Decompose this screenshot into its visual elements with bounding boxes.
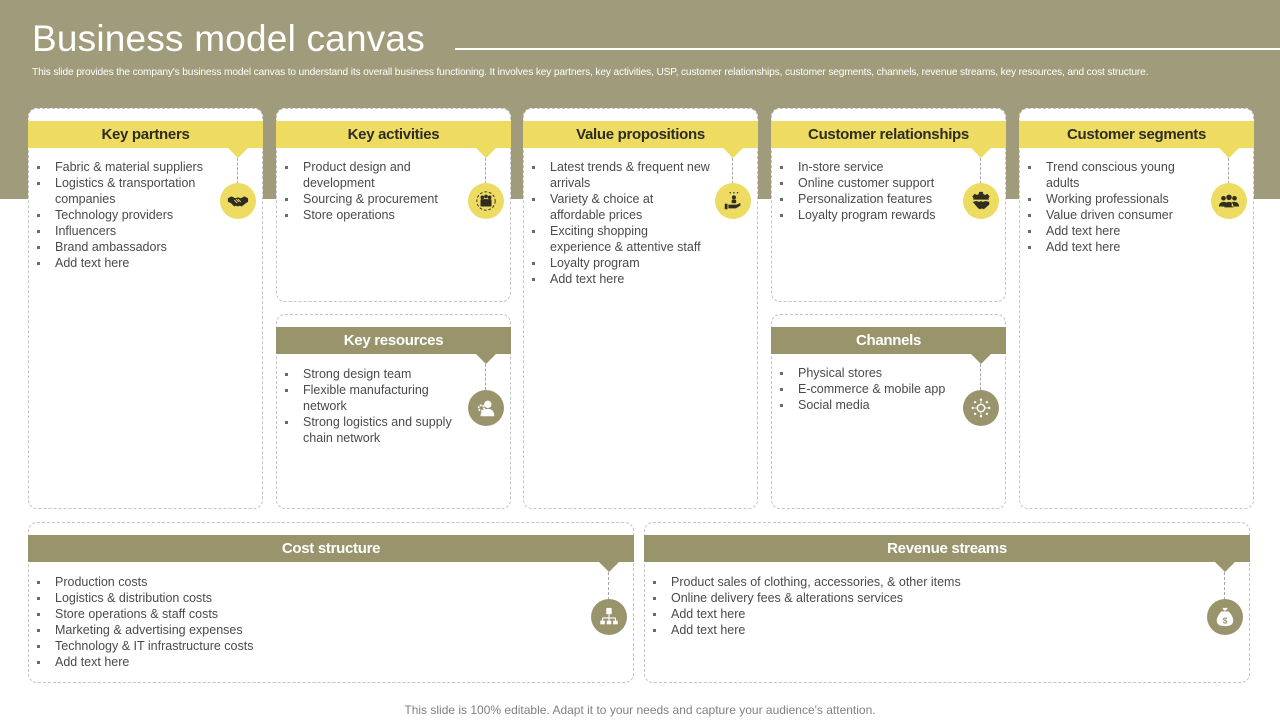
connector-line: [1224, 572, 1225, 600]
list-item: Product sales of clothing, accessories, & other items: [651, 574, 1151, 590]
list-item: Online customer support: [778, 175, 963, 191]
person-gear-icon: [468, 390, 504, 426]
list-item: Logistics & distribution costs: [35, 590, 535, 606]
connector-line: [732, 158, 733, 184]
page-title: Business model canvas: [32, 18, 425, 59]
gear-handshake-icon: [963, 183, 999, 219]
connector-line: [980, 364, 981, 390]
list-item: Store operations: [283, 207, 463, 223]
list-item: Add text here: [1026, 223, 1206, 239]
card-customer-relationships: [771, 108, 1006, 302]
card-title-key-partners: Key partners: [28, 121, 263, 148]
card-key-activities: [276, 108, 511, 302]
list-channels: [778, 365, 968, 413]
card-key-partners: [28, 108, 263, 509]
card-channels: [771, 314, 1006, 509]
list-item: Strong design team: [283, 366, 463, 382]
list-key-resources: [283, 366, 463, 446]
card-title-customer-segments: Customer segments: [1019, 121, 1254, 148]
list-item: Exciting shopping experience & attentive staff: [530, 223, 710, 255]
list-customer-segments: [1026, 159, 1206, 255]
org-chart-money-icon: [591, 599, 627, 635]
list-item: Add text here: [1026, 239, 1206, 255]
team-cycle-icon: [468, 183, 504, 219]
list-customer-relationships: [778, 159, 963, 223]
list-item: Value driven consumer: [1026, 207, 1206, 223]
pointer: [599, 562, 619, 572]
card-cost-structure: [28, 522, 634, 683]
hand-offering-person-icon: [715, 183, 751, 219]
group-icon: [1211, 183, 1247, 219]
pointer: [1219, 148, 1239, 158]
list-item: Product design and development: [283, 159, 463, 191]
handshake-icon: [220, 183, 256, 219]
list-item: Add text here: [651, 606, 1151, 622]
connector-line: [237, 158, 238, 184]
list-item: Working professionals: [1026, 191, 1206, 207]
list-item: Technology & IT infrastructure costs: [35, 638, 535, 654]
list-item: Add text here: [530, 271, 710, 287]
connector-line: [980, 158, 981, 184]
card-title-key-activities: Key activities: [276, 121, 511, 148]
list-item: Sourcing & procurement: [283, 191, 463, 207]
list-item: Social media: [778, 397, 968, 413]
svg-text:$: $: [1222, 616, 1228, 626]
card-title-revenue-streams: Revenue streams: [644, 535, 1250, 562]
list-key-partners: [35, 159, 225, 271]
card-title-key-resources: Key resources: [276, 327, 511, 354]
pointer: [971, 354, 991, 364]
connector-line: [485, 158, 486, 184]
list-item: Add text here: [651, 622, 1151, 638]
page-subtitle: This slide provides the company's business model canvas to understand its overall business functioning. It involves key partners, key activities, USP, customer relationships, customer segments, channels, revenue streams, key resources, and cost structure.: [32, 67, 1149, 78]
list-item: Loyalty program rewards: [778, 207, 963, 223]
connector-line: [608, 572, 609, 600]
list-item: Variety & choice at affordable prices: [530, 191, 710, 223]
list-item: Loyalty program: [530, 255, 710, 271]
list-item: Influencers: [35, 223, 225, 239]
list-cost-structure: [35, 574, 535, 670]
card-title-value-propositions: Value propositions: [523, 121, 758, 148]
card-title-channels: Channels: [771, 327, 1006, 354]
list-item: Online delivery fees & alterations services: [651, 590, 1151, 606]
list-item: Store operations & staff costs: [35, 606, 535, 622]
list-item: In-store service: [778, 159, 963, 175]
list-item: Logistics & transportation companies: [35, 175, 225, 207]
list-item: Physical stores: [778, 365, 968, 381]
list-item: Strong logistics and supply chain network: [283, 414, 463, 446]
pointer: [476, 354, 496, 364]
card-customer-segments: [1019, 108, 1254, 509]
list-item: Production costs: [35, 574, 535, 590]
card-revenue-streams: [644, 522, 1250, 683]
connector-line: [1228, 158, 1229, 184]
list-key-activities: [283, 159, 463, 223]
list-item: Marketing & advertising expenses: [35, 622, 535, 638]
list-item: Trend conscious young adults: [1026, 159, 1206, 191]
list-item: Technology providers: [35, 207, 225, 223]
list-revenue-streams: [651, 574, 1151, 638]
money-bag-icon: [1207, 599, 1243, 635]
pointer: [228, 148, 248, 158]
card-title-cost-structure: Cost structure: [28, 535, 634, 562]
list-item: Flexible manufacturing network: [283, 382, 463, 414]
list-item: E-commerce & mobile app: [778, 381, 968, 397]
footer-note: This slide is 100% editable. Adapt it to your needs and capture your audience's attention.: [404, 703, 876, 717]
list-item: Personalization features: [778, 191, 963, 207]
network-hub-icon: [963, 390, 999, 426]
connector-line: [485, 364, 486, 390]
pointer: [476, 148, 496, 158]
list-item: Add text here: [35, 255, 225, 271]
pointer: [1215, 562, 1235, 572]
pointer: [723, 148, 743, 158]
pointer: [971, 148, 991, 158]
title-underline: [455, 48, 1280, 50]
list-item: Fabric & material suppliers: [35, 159, 225, 175]
list-item: Latest trends & frequent new arrivals: [530, 159, 710, 191]
card-key-resources: [276, 314, 511, 509]
list-item: Brand ambassadors: [35, 239, 225, 255]
card-value-propositions: [523, 108, 758, 509]
list-value-propositions: [530, 159, 710, 287]
card-title-customer-relationships: Customer relationships: [771, 121, 1006, 148]
list-item: Add text here: [35, 654, 535, 670]
